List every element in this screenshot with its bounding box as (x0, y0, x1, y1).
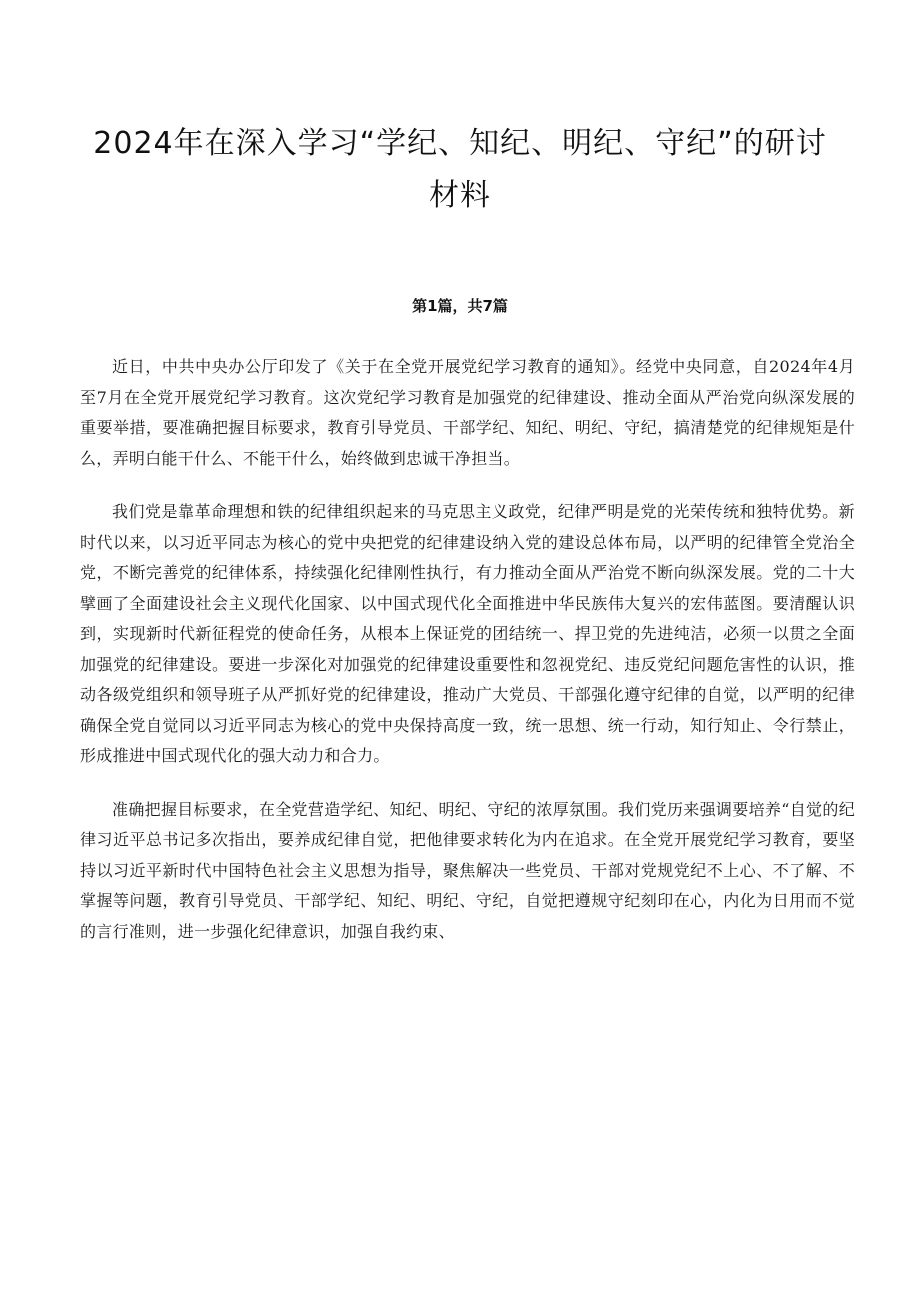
paragraph-2: 我们党是靠革命理想和铁的纪律组织起来的马克思主义政党，纪律严明是党的光荣传统和独特优势。新时代以来，以习近平同志为核心的党中央把党的纪律建设纳入党的建设总体布局，以严明的纪律管全党治全党，不断完善党的纪律体系，持续强化纪律刚性执行，有力推动全面从严治党不断向纵深发展。党的二十大擘画了全面建设社会主义现代化国家、以中国式现代化全面推进中华民族伟大复兴的宏伟蓝图。要清醒认识到，实现新时代新征程党的使命任务，从根本上保证党的团结统一、捍卫党的先进纯洁，必须一以贯之全面加强党的纪律建设。要进一步深化对加强党的纪律建设重要性和忽视党纪、违反党纪问题危害性的认识，推动各级党组织和领导班子从严抓好党的纪律建设，推动广大党员、干部强化遵守纪律的自觉，以严明的纪律确保全党自觉同以习近平同志为核心的党中央保持高度一致，统一思想、统一行动，知行知止、令行禁止，形成推进中国式现代化的强大动力和合力。 (80, 502, 855, 765)
document-title: 2024年在深入学习“学纪、知纪、明纪、守纪”的研讨材料 (93, 126, 827, 213)
document-body (80, 352, 855, 970)
paragraph-1: 近日，中共中央办公厅印发了《关于在全党开展党纪学习教育的通知》。经党中央同意，自2024年4月至7月在全党开展党纪学习教育。这次党纪学习教育是加强党的纪律建设、推动全面从严治党向纵深发展的重要举措，要准确把握目标要求，教育引导党员、干部学纪、知纪、明纪、守纪，搞清楚党的纪律规矩是什么，弄明白能干什么、不能干什么，始终做到忠诚干净担当。 (80, 357, 855, 468)
paragraph-3: 准确把握目标要求，在全党营造学纪、知纪、明纪、守纪的浓厚氛围。我们党历来强调要培养“自觉的纪律习近平总书记多次指出，要养成纪律自觉，把他律要求转化为内在追求。在全党开展党纪学习教育，要坚持以习近平新时代中国特色社会主义思想为指导，聚焦解决一些党员、干部对党规党纪不上心、不了解、不掌握等问题，教育引导党员、干部学纪、知纪、明纪、守纪，自觉把遵规守纪刻印在心，内化为日用而不觉的言行准则，进一步强化纪律意识，加强自我约束、 (80, 799, 855, 941)
document-subtitle: 第1篇，共7篇 (412, 297, 508, 315)
